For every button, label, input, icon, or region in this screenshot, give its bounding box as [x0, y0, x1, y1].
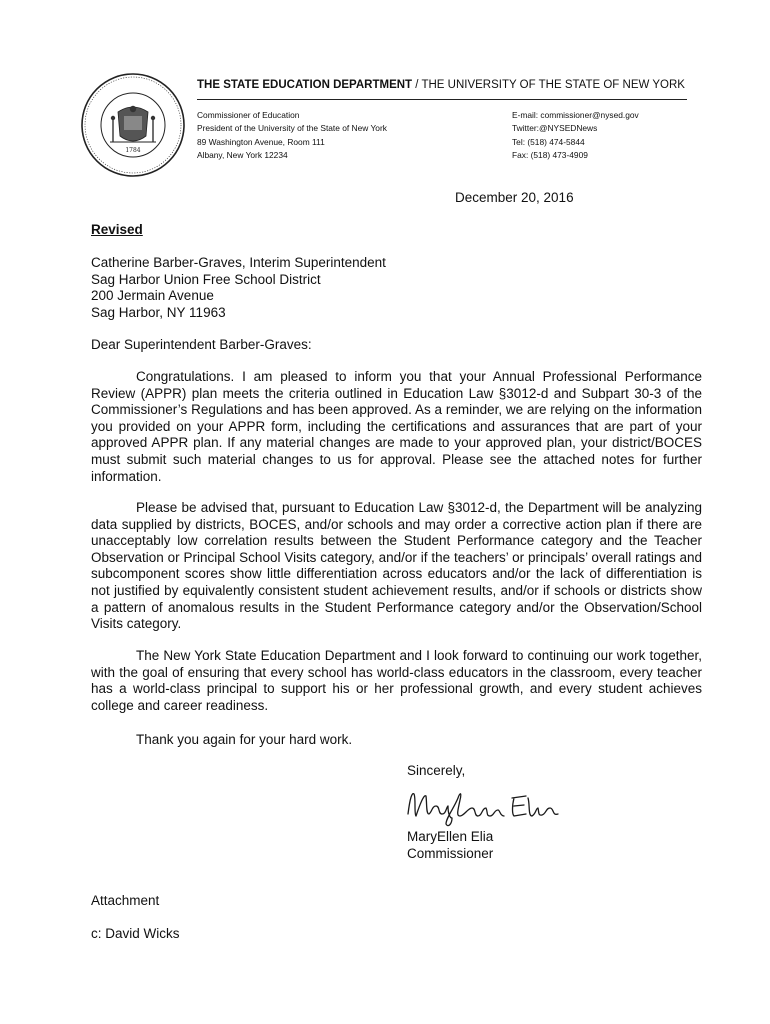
- department-name: THE STATE EDUCATION DEPARTMENT: [197, 79, 413, 91]
- university-name: / THE UNIVERSITY OF THE STATE OF NEW YORK: [412, 79, 685, 91]
- attachment-note: Attachment: [91, 893, 160, 908]
- closing: Sincerely,: [407, 763, 466, 778]
- recipient-line: Sag Harbor Union Free School District: [91, 271, 321, 287]
- paragraph-thanks: Thank you again for your hard work.: [136, 732, 353, 747]
- office-line: President of the University of the State of New York: [197, 123, 387, 134]
- paragraph-approval: Congratulations. I am pleased to inform you that your Annual Professional Performance Review (APPR) plan meets the criteria outlined in Education Law §3012-d and Subpart 30-3 of the Commissioner’s Regulations and has been approved. As a reminder, we are relying on the information you provided on your APPR form, including the certifications and assurances that are part of your approved APPR plan. If any material changes are made to your approved plan, your district/BOCES must submit such material changes to us for approval. Please see the attached notes for further information.: [91, 369, 702, 484]
- letterhead-contact-info: [512, 109, 639, 163]
- signer-block: [407, 829, 493, 862]
- state-seal-icon: [80, 72, 186, 178]
- letterhead-divider: [197, 99, 687, 100]
- letterhead-title: [197, 79, 685, 91]
- recipient-line: Sag Harbor, NY 11963: [91, 304, 226, 320]
- signer-title: Commissioner: [407, 845, 494, 861]
- revised-label: Revised: [91, 222, 143, 237]
- letter-date: December 20, 2016: [455, 190, 574, 205]
- recipient-line: Catherine Barber-Graves, Interim Superintendent: [91, 255, 386, 270]
- salutation: Dear Superintendent Barber-Graves:: [91, 337, 312, 352]
- contact-email: E-mail: commissioner@nysed.gov: [512, 110, 639, 120]
- svg-text:1784: 1784: [125, 147, 141, 154]
- letterhead-office-info: [197, 109, 387, 163]
- signer-name: MaryEllen Elia: [407, 829, 494, 844]
- office-line: 89 Washington Avenue, Room 111: [197, 136, 325, 147]
- handwritten-signature: [402, 784, 562, 830]
- contact-phone: Tel: (518) 474-5844: [512, 136, 585, 147]
- contact-fax: Fax: (518) 473-4909: [512, 150, 588, 161]
- office-line: Commissioner of Education: [197, 110, 300, 120]
- contact-twitter: Twitter:@NYSEDNews: [512, 123, 598, 134]
- office-line: Albany, New York 12234: [197, 150, 288, 161]
- paragraph-corrective-action: Please be advised that, pursuant to Education Law §3012-d, the Department will be analyzing data supplied by districts, BOCES, and/or schools and may order a corrective action plan if there are unacceptably low correlation results between the Student Performance category and the Teacher Observation or Principal School Visits category, and/or if the teachers’ or principals’ overall ratings and subcomponent scores show little differentiation across educators and/or the lack of differentiation is not justified by equivalently consistent student achievement results, and/or if schools or districts show a pattern of anomalous results in the Student Performance category and/or the Observation/School Visits category.: [91, 500, 702, 632]
- recipient-address: [91, 255, 386, 321]
- cc-line: c: David Wicks: [91, 926, 180, 941]
- recipient-line: 200 Jermain Avenue: [91, 288, 214, 304]
- paragraph-partnership: The New York State Education Department and I look forward to continuing our work together, with the goal of ensuring that every school has world-class educators in the classroom, every teacher has a world-class principal to support his or her professional growth, and every student achieves college and career readiness.: [91, 648, 702, 713]
